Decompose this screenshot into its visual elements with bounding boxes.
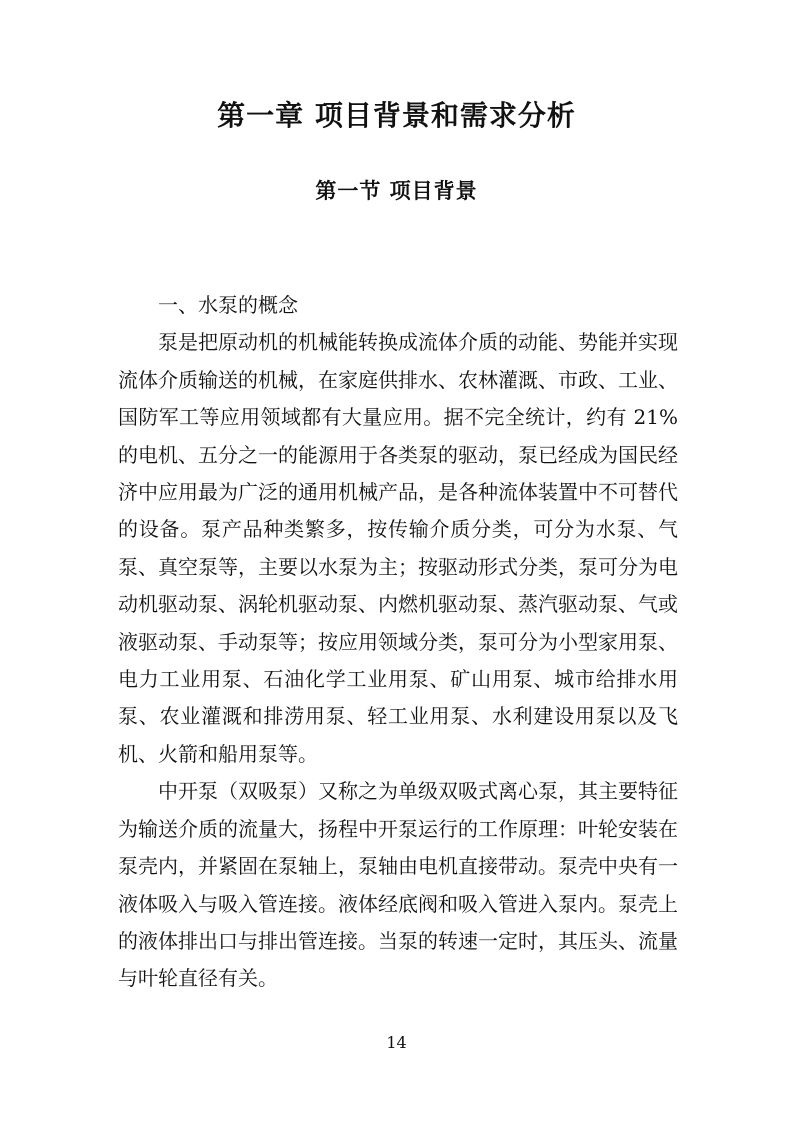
- body-text: [118, 287, 678, 998]
- chapter-title: 第一章 项目背景和需求分析: [217, 99, 576, 132]
- paragraph-split-case-pump: 中开泵（双吸泵）又称之为单级双吸式离心泵，其主要特征为输送介质的流量大，扬程中开泵运行的工作原理：叶轮安装在泵壳内，并紧固在泵轴上，泵轴由电机直接带动。泵壳中央有一液体吸入与吸入管连接。液体经底阀和吸入管进入泵内。泵壳上的液体排出口与排出管连接。当泵的转速一定时，其压头、流量与叶轮直径有关。: [118, 779, 678, 991]
- subsection-heading: 一、水泵的概念: [158, 293, 298, 317]
- paragraph-pump-concept: 泵是把原动机的机械能转换成流体介质的动能、势能并实现流体介质输送的机械，在家庭供排水、农林灌溉、市政、工业、国防军工等应用领域都有大量应用。据不完全统计，约有 21%的电机、五分之一的能源用于各类泵的驱动，泵已经成为国民经济中应用最为广泛的通用机械产品，是各种流体装置中不可替代的设备。泵产品种类繁多，按传输介质分类，可分为水泵、气泵、真空泵等，主要以水泵为主；按驱动形式分类，泵可分为电动机驱动泵、涡轮机驱动泵、内燃机驱动泵、蒸汽驱动泵、气或液驱动泵、手动泵等；按应用领域分类，泵可分为小型家用泵、电力工业用泵、石油化学工业用泵、矿山用泵、城市给排水用泵、农业灌溉和排涝用泵、轻工业用泵、水利建设用泵以及飞机、火箭和船用泵等。: [118, 330, 678, 766]
- section-title: 第一节 项目背景: [315, 179, 478, 203]
- page-number: 14: [386, 1033, 407, 1052]
